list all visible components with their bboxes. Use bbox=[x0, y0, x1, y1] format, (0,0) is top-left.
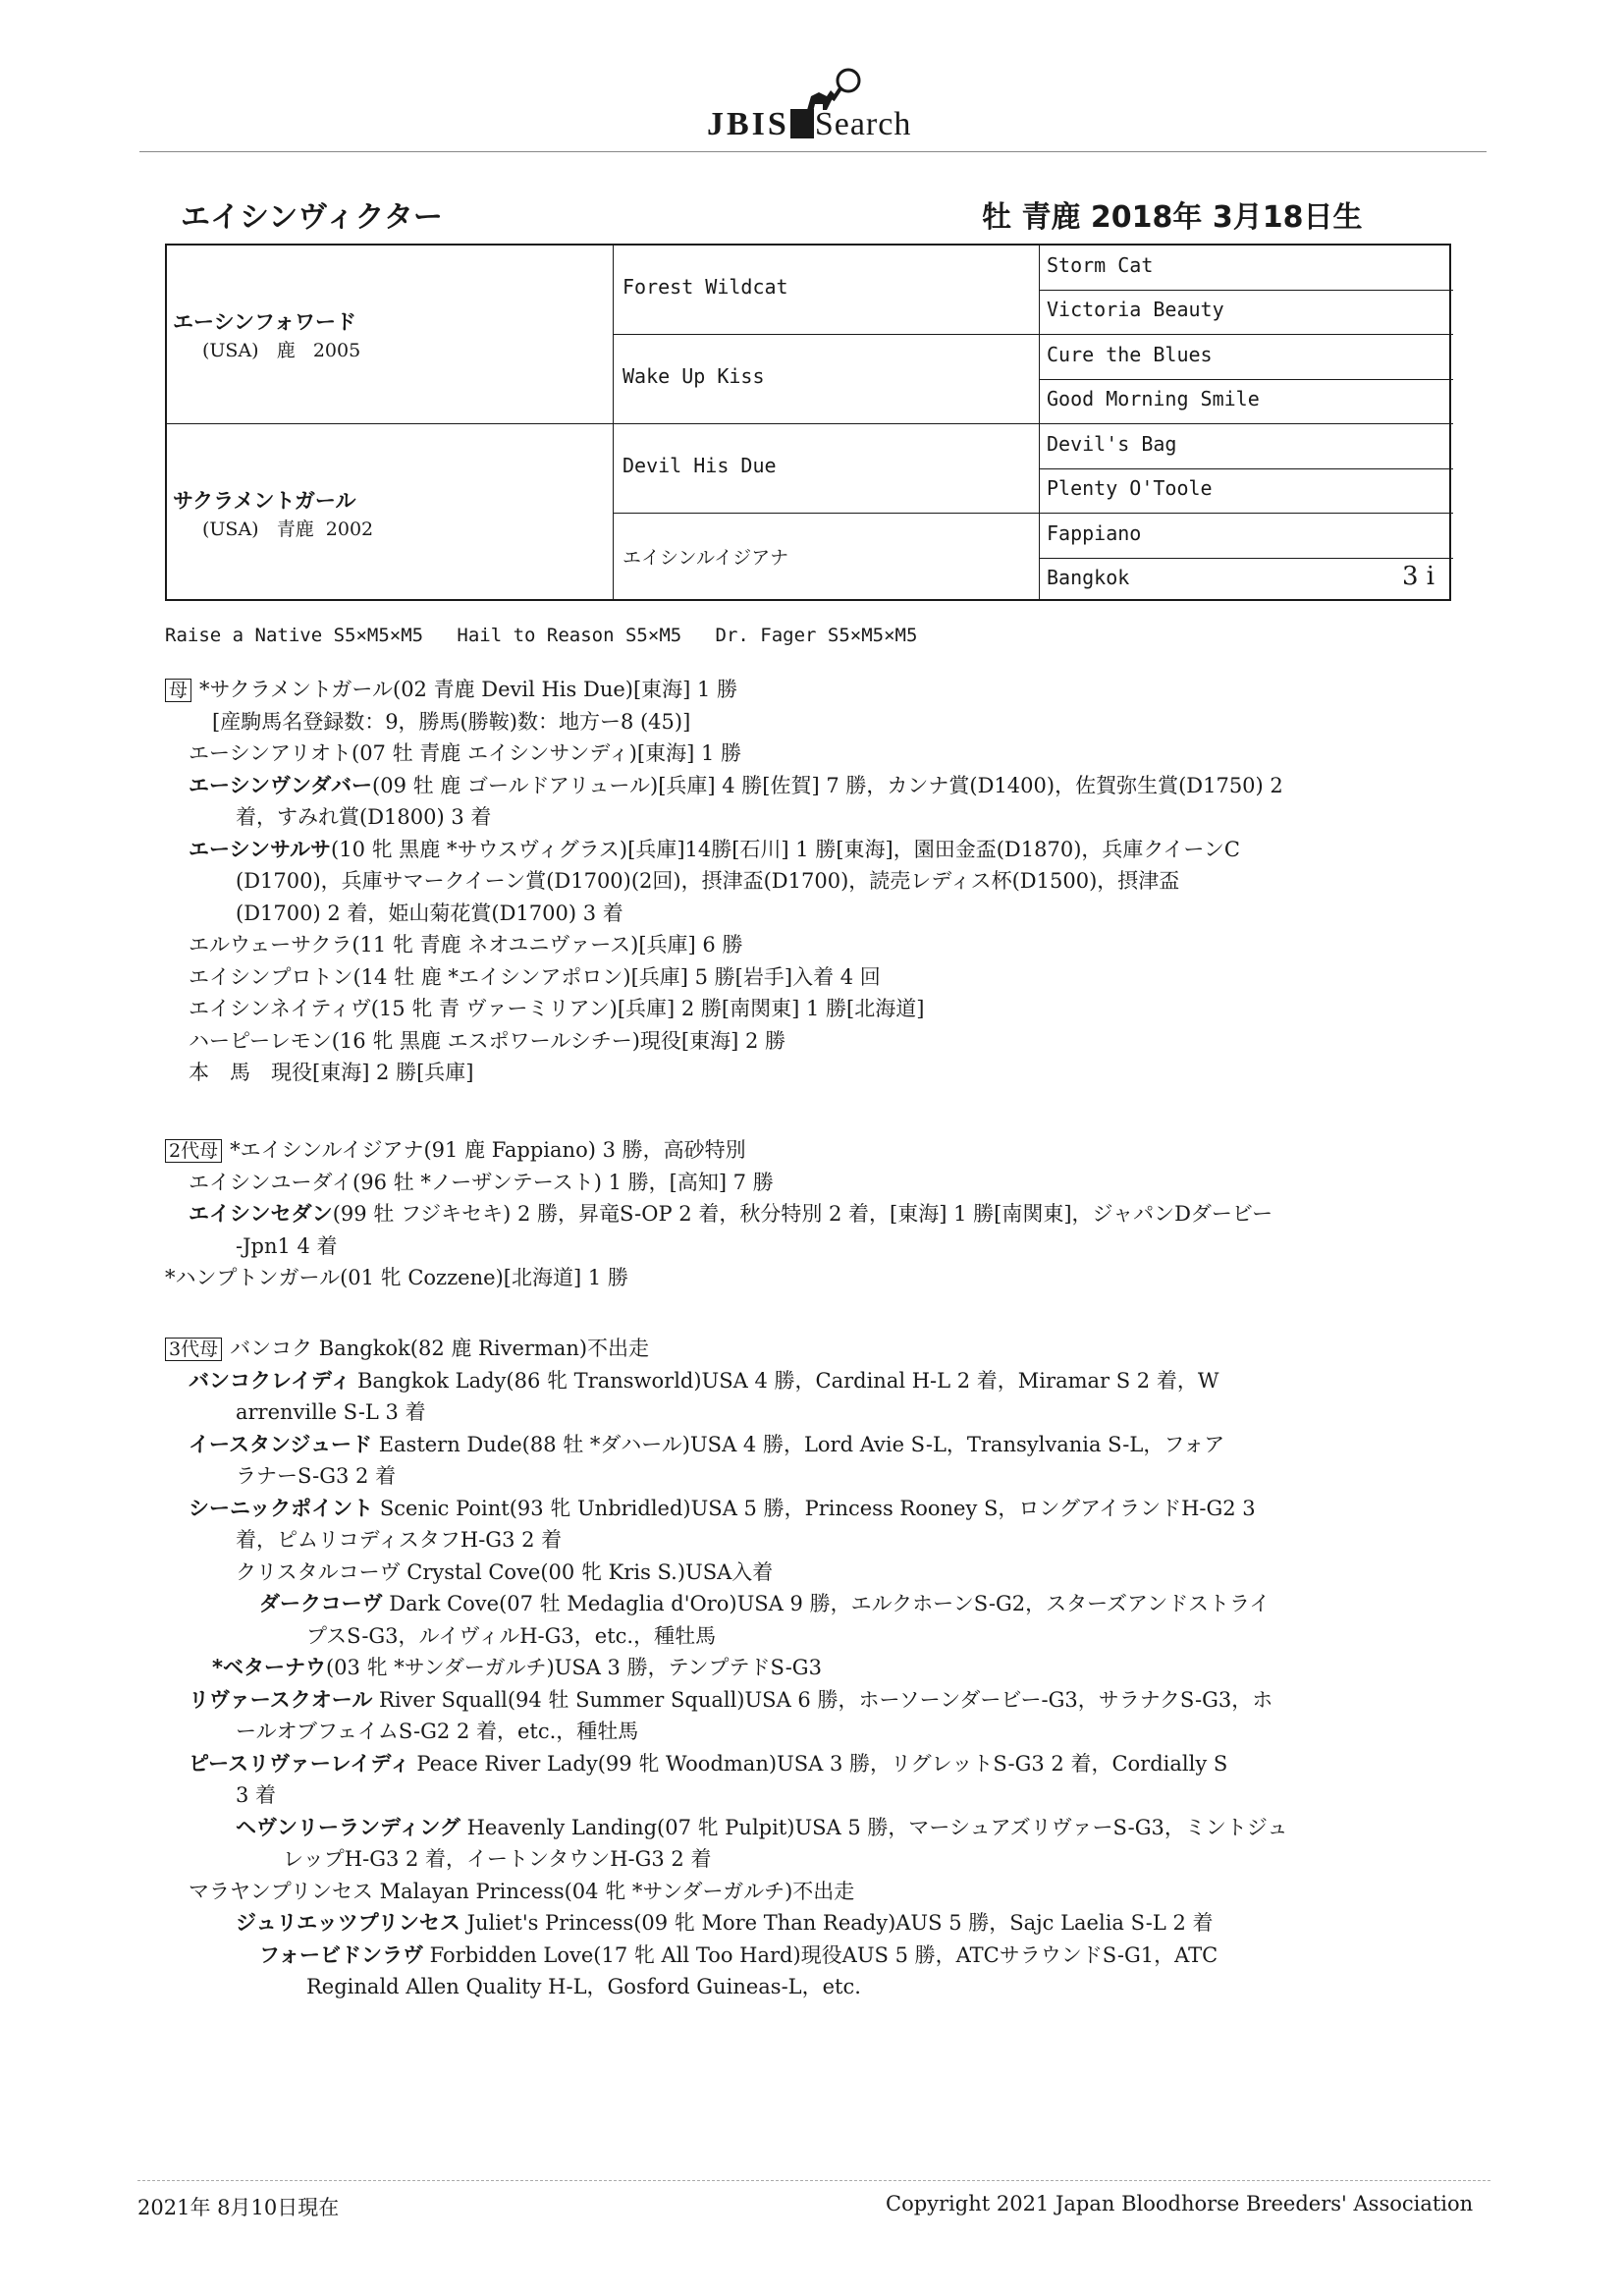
pedigree-gen3-4: Good Morning Smile bbox=[1047, 387, 1260, 410]
offspring-name: シーニックポイント bbox=[189, 1496, 374, 1520]
family-line bbox=[165, 1779, 1392, 1812]
footer-date: 2021年 8月10日現在 bbox=[137, 2196, 340, 2219]
pedigree-dam bbox=[173, 485, 373, 541]
family-line-text: エルウェーサクラ(11 牝 青鹿 ネオユニヴァース)[兵庫] 6 勝 bbox=[189, 933, 743, 957]
family-line-text: Reginald Allen Quality H-L，Gosford Guineas-L，etc. bbox=[306, 1975, 861, 1998]
family-line-text: 本 馬 現役[東海] 2 勝[兵庫] bbox=[189, 1061, 474, 1084]
offspring-name: ダークコーヴ bbox=[259, 1592, 383, 1615]
family-line-text: Heavenly Landing(07 牝 Pulpit)USA 5 勝，マーシュアズリヴァーS-G3，ミントジュ bbox=[460, 1815, 1288, 1839]
family-line-text: (03 牝 *サンダーガルチ)USA 3 勝，テンプテドS-G3 bbox=[325, 1656, 822, 1679]
logo-box-icon bbox=[790, 109, 814, 138]
jbis-search-logo bbox=[707, 67, 943, 145]
family-line-text: エイシンプロトン(14 牡 鹿 *エイシンアポロン)[兵庫] 5 勝[岩手]入着 4 回 bbox=[189, 964, 881, 989]
pedigree-gen3-5: Devil's Bag bbox=[1047, 432, 1177, 456]
family-line bbox=[165, 1134, 1392, 1167]
dam-meta: (USA) 青鹿 2002 bbox=[202, 519, 374, 540]
family-line bbox=[165, 898, 1392, 930]
family-line-text: Scenic Point(93 牝 Unbridled)USA 5 勝，Princess Rooney S，ロングアイランドH-G2 3 bbox=[373, 1496, 1256, 1520]
family-line bbox=[165, 1230, 1392, 1263]
second-dam-section bbox=[165, 1134, 1392, 1294]
family-line-text: *ハンプトンガール(01 牝 Cozzene)[北海道] 1 勝 bbox=[165, 1266, 628, 1289]
dam-section bbox=[165, 674, 1392, 1089]
pedigree-gen3-3: Cure the Blues bbox=[1047, 343, 1213, 366]
family-line bbox=[165, 1025, 1392, 1058]
family-line-text: [産駒馬名登録数：9，勝馬(勝鞍)数：地方ー8 (45)] bbox=[212, 709, 691, 734]
family-line-text: (D1700)，兵庫サマークイーン賞(D1700)(2回)，摂津盃(D1700)，読売レディス杯(D1500)，摂津盃 bbox=[236, 869, 1180, 893]
family-line-text: ラナーS-G3 2 着 bbox=[236, 1464, 397, 1488]
family-line bbox=[165, 1429, 1392, 1461]
footer-copyright: Copyright 2021 Japan Bloodhorse Breeders' Association bbox=[886, 2192, 1474, 2215]
family-line bbox=[165, 1396, 1392, 1429]
offspring-name: ピースリヴァーレイディ bbox=[189, 1751, 410, 1776]
family-line-text: 着，ピムリコディスタフH-G3 2 着 bbox=[236, 1528, 563, 1552]
family-line bbox=[165, 1167, 1392, 1199]
pedigree-gen3-8: Bangkok bbox=[1047, 566, 1130, 589]
family-line-text: ハーピーレモン(16 牝 黒鹿 エスポワールシチー)現役[東海] 2 勝 bbox=[189, 1028, 786, 1053]
family-line bbox=[165, 1907, 1392, 1940]
family-line-text: ールオブフェイムS-G2 2 着，etc.，種牡馬 bbox=[236, 1720, 639, 1743]
family-line-text: バンコク Bangkok(82 鹿 Riverman)不出走 bbox=[230, 1337, 650, 1360]
offspring-name: *ベターナウ bbox=[212, 1656, 326, 1679]
family-line bbox=[165, 1716, 1392, 1748]
family-line bbox=[165, 1524, 1392, 1557]
sire-name: エーシンフォワード bbox=[173, 310, 357, 334]
family-line bbox=[165, 1557, 1392, 1589]
family-line-text: エーシンアリオト(07 牡 青鹿 エイシンサンディ)[東海] 1 勝 bbox=[189, 741, 741, 765]
pedigree-gen3-7: Fappiano bbox=[1047, 521, 1142, 545]
family-line-text: -Jpn1 4 着 bbox=[236, 1233, 338, 1258]
family-line-text: (D1700) 2 着，姫山菊花賞(D1700) 3 着 bbox=[236, 901, 623, 925]
family-line bbox=[165, 1333, 1392, 1365]
family-line bbox=[165, 1652, 1392, 1684]
family-line bbox=[165, 834, 1392, 866]
family-line-text: *エイシンルイジアナ(91 鹿 Fappiano) 3 勝，高砂特別 bbox=[230, 1138, 746, 1162]
family-line-text: Juliet's Princess(09 牝 More Than Ready)AUS 5 勝，Sajc Laelia S-L 2 着 bbox=[460, 1911, 1214, 1935]
logo-search-text: Search bbox=[814, 106, 912, 142]
family-line bbox=[165, 1198, 1392, 1230]
pedigree-sire bbox=[173, 306, 360, 362]
family-line-text: 3 着 bbox=[236, 1783, 277, 1807]
pedigree-gen2-3: Devil His Due bbox=[623, 454, 777, 477]
family-line bbox=[165, 1971, 1392, 2003]
family-line-text: *サクラメントガール(02 青鹿 Devil His Due)[東海] 1 勝 bbox=[199, 678, 738, 701]
horse-name: エイシンヴィクター bbox=[181, 200, 443, 235]
third-dam-section bbox=[165, 1333, 1392, 2003]
family-line bbox=[165, 1940, 1392, 1972]
family-line-text: (09 牡 鹿 ゴールドアリュール)[兵庫] 4 勝[佐賀] 7 勝，カンナ賞(D1400)，佐賀弥生賞(D1750) 2 bbox=[372, 773, 1283, 797]
family-line bbox=[165, 961, 1392, 994]
family-line bbox=[165, 1684, 1392, 1717]
family-line bbox=[165, 1843, 1392, 1876]
family-line-text: (99 牡 フジキセキ) 2 勝，昇竜S-OP 2 着，秋分特別 2 着，[東海] 1 勝[南関東]，ジャパンDダービー bbox=[332, 1202, 1273, 1226]
family-line-text: Dark Cove(07 牡 Medaglia d'Oro)USA 9 勝，エルクホーンS-G2，スターズアンドストライ bbox=[382, 1592, 1271, 1615]
offspring-name: エーシンサルサ bbox=[189, 837, 332, 861]
pedigree-gen2-1: Forest Wildcat bbox=[623, 275, 788, 299]
section-tag: 母 bbox=[165, 679, 191, 702]
family-line bbox=[165, 706, 1392, 738]
footer-divider bbox=[137, 2180, 1490, 2181]
family-line bbox=[165, 674, 1392, 706]
dam-name: サクラメントガール bbox=[173, 489, 356, 513]
family-line bbox=[165, 738, 1392, 770]
family-line-text: エイシンネイティヴ(15 牝 青 ヴァーミリアン)[兵庫] 2 勝[南関東] 1 勝[北海道] bbox=[189, 997, 925, 1020]
family-line bbox=[165, 993, 1392, 1025]
family-line-text: マラヤンプリンセス Malayan Princess(04 牝 *サンダーガルチ)不出走 bbox=[189, 1879, 855, 1903]
offspring-name: リヴァースクオール bbox=[189, 1687, 373, 1712]
inbreeding-line: Raise a Native S5×M5×M5 Hail to Reason S5×M5 Dr. Fager S5×M5×M5 bbox=[165, 625, 918, 646]
pedigree-gen2-2: Wake Up Kiss bbox=[623, 364, 765, 388]
logo-jbis-text: JBIS bbox=[707, 106, 789, 142]
family-line-text: エイシンユーダイ(96 牡 *ノーザンテースト) 1 勝，[高知] 7 勝 bbox=[189, 1170, 774, 1194]
family-line-text: (10 牝 黒鹿 *サウスヴィグラス)[兵庫]14勝[石川] 1 勝[東海]，園田金盃(D1870)，兵庫クイーンC bbox=[331, 837, 1240, 861]
family-line-text: クリスタルコーヴ Crystal Cove(00 牝 Kris S.)USA入着 bbox=[236, 1559, 774, 1584]
family-line-text: レップH-G3 2 着，イートンタウンH-G3 2 着 bbox=[283, 1847, 712, 1871]
family-line-text: プスS-G3，ルイヴィルH-G3，etc.，種牡馬 bbox=[306, 1623, 717, 1648]
offspring-name: ジュリエッツプリンセス bbox=[236, 1911, 460, 1935]
pedigree-gen3-2: Victoria Beauty bbox=[1047, 298, 1224, 321]
family-line bbox=[165, 1748, 1392, 1780]
family-line bbox=[165, 1365, 1392, 1397]
family-line bbox=[165, 1057, 1392, 1089]
offspring-name: エーシンヴンダバー bbox=[189, 773, 373, 797]
family-line-text: Forbidden Love(17 牝 All Too Hard)現役AUS 5 勝，ATCサラウンドS-G1，ATC bbox=[422, 1942, 1218, 1967]
family-line-text: Bangkok Lady(86 牝 Transworld)USA 4 勝，Cardinal H-L 2 着，Miramar S 2 着，W bbox=[351, 1368, 1219, 1393]
horse-sex-color-birth: 牡 青鹿 2018年 3月18日生 bbox=[982, 200, 1363, 235]
pedigree-gen2-4: エイシンルイジアナ bbox=[623, 547, 789, 569]
offspring-name: フォービドンラヴ bbox=[259, 1942, 423, 1967]
section-tag: 2代母 bbox=[165, 1139, 222, 1163]
family-line bbox=[165, 1812, 1392, 1844]
family-line-text: River Squall(94 牡 Summer Squall)USA 6 勝，ホーソーンダービー-G3，サラナクS-G3，ホ bbox=[372, 1687, 1273, 1712]
sire-meta: (USA) 鹿 2005 bbox=[202, 340, 361, 361]
family-line bbox=[165, 865, 1392, 898]
family-line bbox=[165, 1876, 1392, 1908]
section-tag: 3代母 bbox=[165, 1338, 222, 1361]
pedigree-table bbox=[165, 244, 1451, 601]
family-line bbox=[165, 1262, 1392, 1294]
offspring-name: イースタンジュード bbox=[189, 1432, 373, 1456]
offspring-name: エイシンセダン bbox=[189, 1202, 333, 1226]
family-line bbox=[165, 1588, 1392, 1620]
family-line bbox=[165, 770, 1392, 802]
family-number: 3 i bbox=[1402, 562, 1435, 591]
family-line-text: arrenville S-L 3 着 bbox=[236, 1400, 426, 1424]
family-line bbox=[165, 929, 1392, 961]
header-divider bbox=[139, 151, 1487, 152]
pedigree-gen3-1: Storm Cat bbox=[1047, 253, 1154, 277]
family-line-text: Eastern Dude(88 牡 *ダハール)USA 4 勝，Lord Avie S-L，Transylvania S-L，フォア bbox=[372, 1432, 1225, 1456]
offspring-name: ヘヴンリーランディング bbox=[236, 1815, 460, 1839]
family-line-text: 着，すみれ賞(D1800) 3 着 bbox=[236, 805, 492, 829]
family-line bbox=[165, 1620, 1392, 1653]
pedigree-gen3-6: Plenty O'Toole bbox=[1047, 476, 1213, 500]
family-line bbox=[165, 801, 1392, 834]
offspring-name: バンコクレイディ bbox=[189, 1368, 352, 1393]
family-line bbox=[165, 1493, 1392, 1525]
family-line bbox=[165, 1460, 1392, 1493]
family-line-text: Peace River Lady(99 牝 Woodman)USA 3 勝，リグレットS-G3 2 着，Cordially S bbox=[409, 1751, 1228, 1776]
